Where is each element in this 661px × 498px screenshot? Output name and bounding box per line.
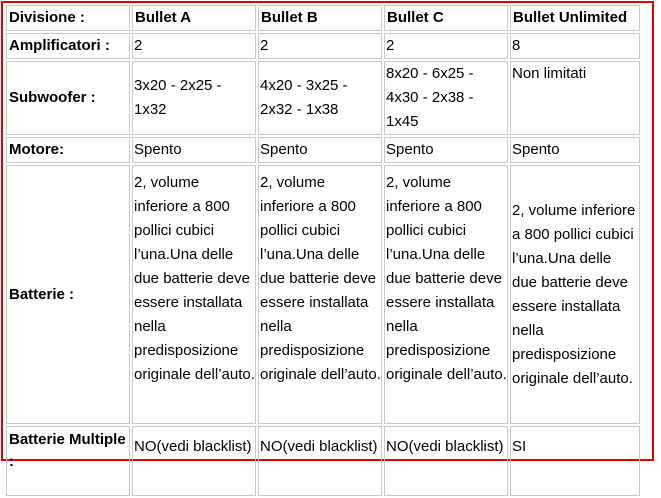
- cell-motore-unlimited: Spento: [510, 137, 640, 163]
- row-label-batterie-multiple: Batterie Multiple :: [6, 426, 130, 496]
- cell-batterie-multiple-unlimited: SI: [510, 426, 640, 496]
- cell-motore-c: Spento: [384, 137, 508, 163]
- cell-subwoofer-unlimited: Non limitati: [510, 61, 640, 135]
- row-label-motore: Motore:: [6, 137, 130, 163]
- cell-motore-a: Spento: [132, 137, 256, 163]
- row-label-subwoofer: Subwoofer :: [6, 61, 130, 135]
- cell-subwoofer-a: 3x20 - 2x25 - 1x32: [132, 61, 256, 135]
- header-bullet-unlimited: Bullet Unlimited: [510, 5, 640, 31]
- cell-amplificatori-unlimited: 8: [510, 33, 640, 59]
- cell-amplificatori-a: 2: [132, 33, 256, 59]
- row-label-batterie: Batterie :: [6, 165, 130, 424]
- cell-batterie-c: 2, volume inferiore a 800 pollici cubici l’una.Una delle due batterie deve essere installata nella predisposizione originale dell’auto.: [384, 165, 508, 424]
- cell-amplificatori-b: 2: [258, 33, 382, 59]
- row-label-amplificatori: Amplificatori :: [6, 33, 130, 59]
- cell-batterie-multiple-a: NO(vedi blacklist): [132, 426, 256, 496]
- cell-motore-b: Spento: [258, 137, 382, 163]
- table-row-subwoofer: [6, 61, 640, 135]
- cell-amplificatori-c: 2: [384, 33, 508, 59]
- cell-batterie-b: 2, volume inferiore a 800 pollici cubici l’una.Una delle due batterie deve essere installata nella predisposizione originale dell’auto.: [258, 165, 382, 424]
- cell-subwoofer-c: 8x20 - 6x25 - 4x30 - 2x38 - 1x45: [384, 61, 508, 135]
- header-row: [6, 5, 640, 31]
- table-row-batterie: [6, 165, 640, 424]
- table-row-motore: [6, 137, 640, 163]
- header-bullet-a: Bullet A: [132, 5, 256, 31]
- cell-batterie-a: 2, volume inferiore a 800 pollici cubici l’una.Una delle due batterie deve essere installata nella predisposizione originale dell’auto.: [132, 165, 256, 424]
- header-label: Divisione :: [6, 5, 130, 31]
- table-row-amplificatori: [6, 33, 640, 59]
- header-bullet-c: Bullet C: [384, 5, 508, 31]
- cell-batterie-multiple-b: NO(vedi blacklist): [258, 426, 382, 496]
- cell-batterie-unlimited: 2, volume inferiore a 800 pollici cubici l’una.Una delle due batterie deve essere installata nella predisposizione originale dell’auto.: [510, 165, 640, 424]
- cell-subwoofer-b: 4x20 - 3x25 - 2x32 - 1x38: [258, 61, 382, 135]
- header-bullet-b: Bullet B: [258, 5, 382, 31]
- division-table: [4, 3, 642, 498]
- cell-batterie-multiple-c: NO(vedi blacklist): [384, 426, 508, 496]
- table-row-batterie-multiple: [6, 426, 640, 496]
